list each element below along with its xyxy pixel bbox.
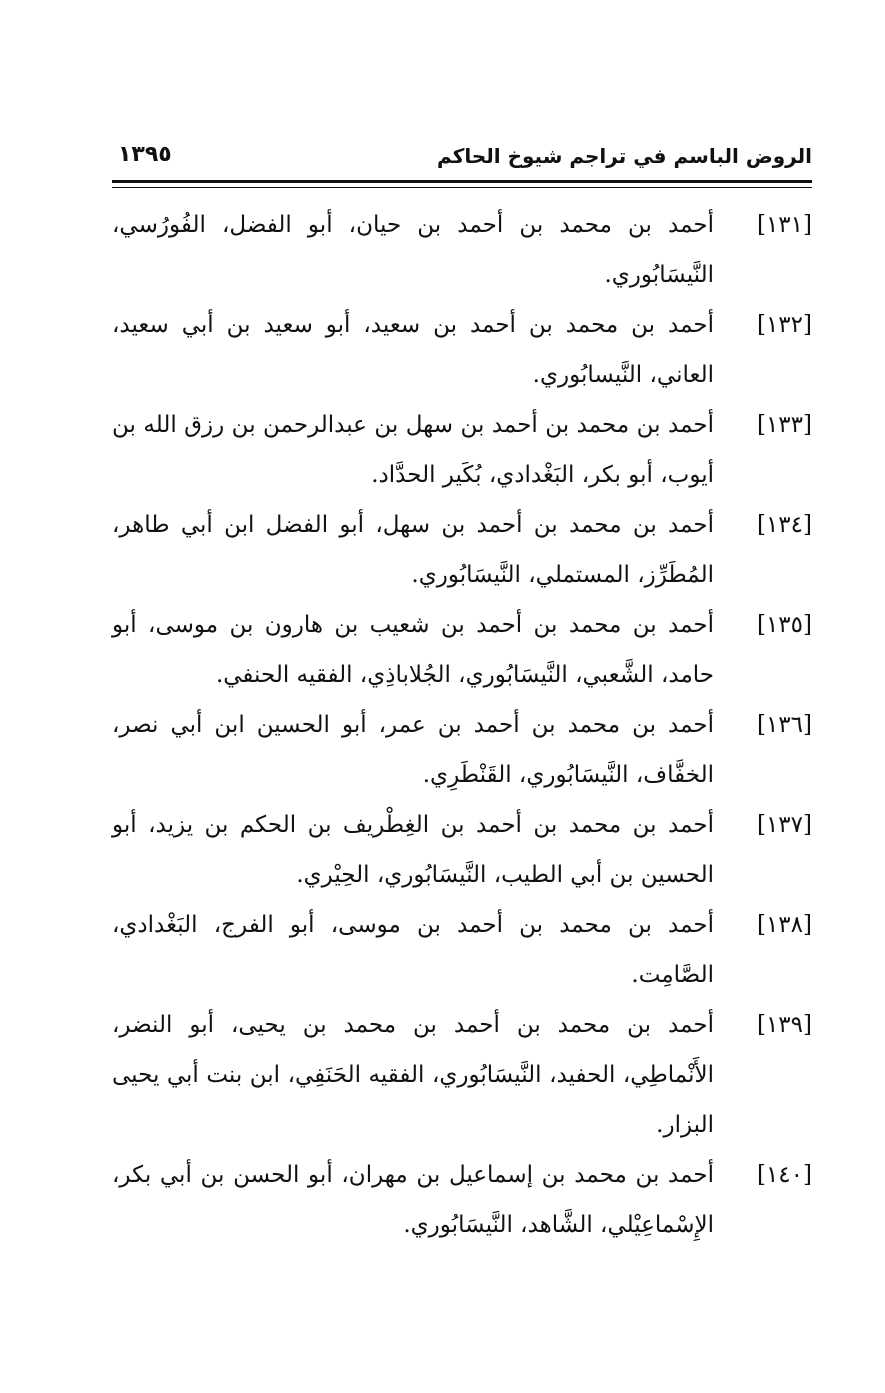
header-title: الروض الباسم في تراجم شيوخ الحاكم — [437, 144, 812, 168]
entry-137 — [112, 800, 812, 900]
entry-text: أحمد بن محمد بن أحمد بن شعيب بن هارون بن موسى، أبو حامد، الشَّعبي، النَّيسَابُوري، الجُلاباذِي، الفقيه الحنفي. — [112, 612, 714, 688]
entry-131 — [112, 200, 812, 300]
entry-text: أحمد بن محمد بن أحمد بن الغِطْريف بن الحكم بن يزيد، أبو الحسين بن أبي الطيب، النَّيسَابُوري، الحِيْري. — [112, 812, 714, 888]
entry-132 — [112, 300, 812, 400]
entry-136 — [112, 700, 812, 800]
entry-number: [١٣٨] — [756, 912, 812, 938]
entry-text: أحمد بن محمد بن أحمد بن سعيد، أبو سعيد بن أبي سعيد، العاني، النَّيسابُوري. — [112, 312, 714, 388]
entry-text: أحمد بن محمد بن أحمد بن سهل، أبو الفضل ابن أبي طاهر، المُطَرِّز، المستملي، النَّيسَابُوري. — [112, 512, 714, 588]
entry-138 — [112, 900, 812, 1000]
entry-text: أحمد بن محمد بن إسماعيل بن مهران، أبو الحسن بن أبي بكر، الإِسْماعِيْلي، الشَّاهد، النَّيسَابُوري. — [112, 1162, 714, 1238]
page-number: ١٣٩٥ — [118, 142, 172, 167]
entry-number: [١٣٥] — [756, 612, 812, 638]
entry-number: [١٣٧] — [756, 812, 812, 838]
entry-text: أحمد بن محمد بن أحمد بن حيان، أبو الفضل، الفُورُسي، النَّيسَابُوري. — [112, 212, 714, 288]
entry-text: أحمد بن محمد بن أحمد بن محمد بن يحيى، أبو النضر، الأَنْماطِي، الحفيد، النَّيسَابُوري، الفقيه الحَنَفِي، ابن بنت أبي يحيى البزار. — [112, 1012, 714, 1138]
entry-133 — [112, 400, 812, 500]
entry-number: [١٣٢] — [756, 312, 812, 338]
entry-139 — [112, 1000, 812, 1150]
entry-140 — [112, 1150, 812, 1250]
running-header — [112, 138, 812, 180]
entry-number: [١٣٩] — [756, 1012, 812, 1038]
entry-text: أحمد بن محمد بن أحمد بن موسى، أبو الفرج، البَغْدادي، الصَّامِت. — [112, 912, 714, 988]
entry-number: [١٣٣] — [756, 412, 812, 438]
entry-134 — [112, 500, 812, 600]
entries-list — [112, 200, 812, 1250]
entry-number: [١٣١] — [756, 212, 812, 238]
entry-135 — [112, 600, 812, 700]
entry-text: أحمد بن محمد بن أحمد بن سهل بن عبدالرحمن بن رزق الله بن أيوب، أبو بكر، البَغْدادي، بُكَير الحدَّاد. — [112, 412, 714, 488]
header-rule-thick — [112, 180, 812, 183]
entry-number: [١٣٦] — [756, 712, 812, 738]
entry-text: أحمد بن محمد بن أحمد بن عمر، أبو الحسين ابن أبي نصر، الخفَّاف، النَّيسَابُوري، القَنْطَرِي. — [112, 712, 714, 788]
entry-number: [١٤٠] — [756, 1162, 812, 1188]
entry-number: [١٣٤] — [756, 512, 812, 538]
header-rule-thin — [112, 187, 812, 188]
